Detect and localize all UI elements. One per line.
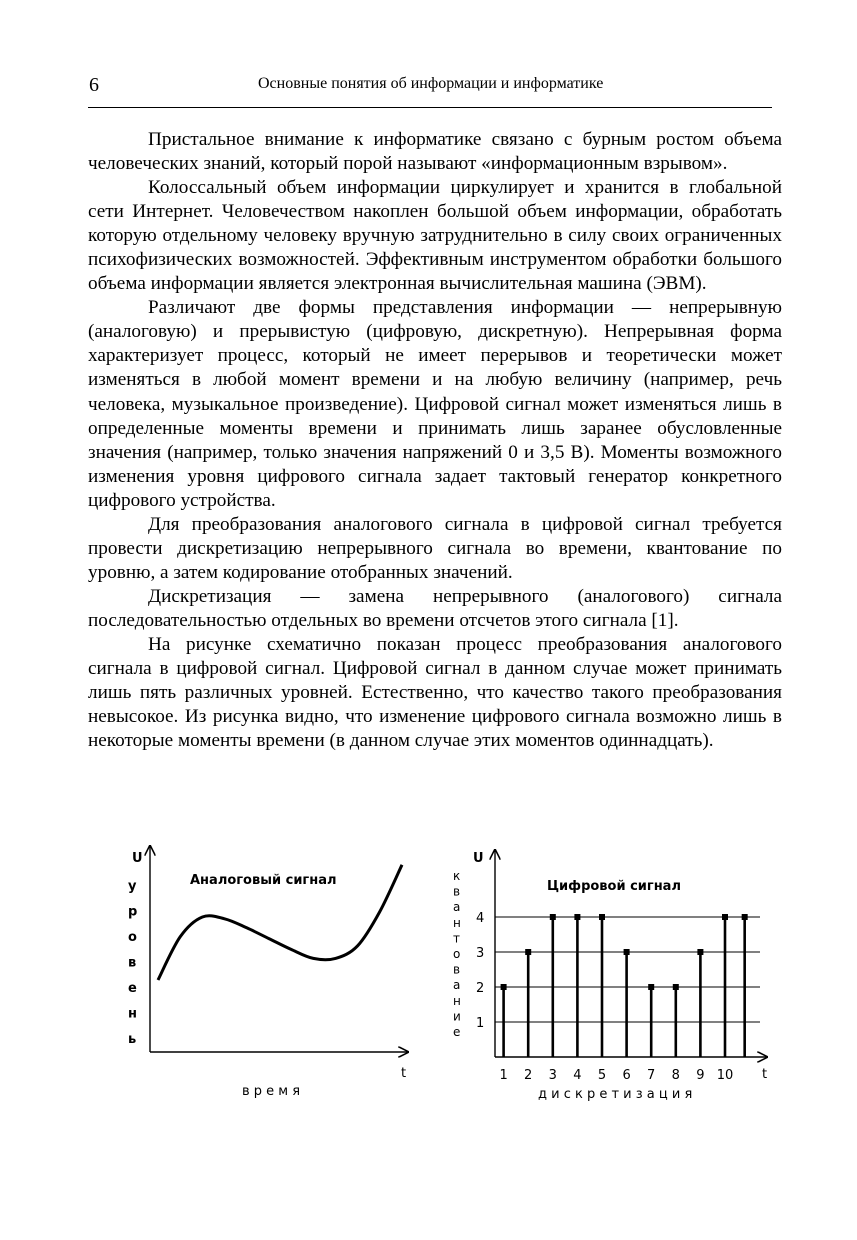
digital-y-ticks [476, 911, 484, 1031]
digital-y-label-letter: в [453, 884, 461, 899]
digital-x-tick-label: 7 [647, 1068, 656, 1083]
digital-y-label-letter: к [453, 869, 461, 883]
digital-y-tick-label: 1 [476, 1016, 485, 1031]
digital-y-label-letter: а [453, 900, 461, 915]
digital-y-label-letter: е [453, 1025, 461, 1039]
paragraph: Колоссальный объем информации циркулирует и хранится в глобальной сети Интернет. Человечеством накоплен большой объем информации, обработать которую отдельному человеку вручную затруднительно в силу своих ограниченных психофизических возможностей. Эффективным инструментом обработки большого объема информации является электронная вычислительная машина (ЭВМ). [88, 177, 782, 295]
digital-sample-marker [501, 984, 507, 990]
paragraph: На рисунке схематично показан процесс преобразования аналогового сигнала в цифровой сигнал. Цифровой сигнал в данном случае может принимать лишь пять различных уровней. Естественно, что качество такого преобразования невысокое. Из рисунка видно, что изменение цифрового сигнала возможно лишь в некоторые моменты времени (в данном случае этих моментов одиннадцать). [88, 633, 782, 752]
digital-sample-marker [525, 949, 531, 955]
digital-x-tick-label: 10 [716, 1068, 734, 1083]
analog-chart-title: Аналоговый сигнал [190, 873, 337, 888]
analog-y-label-letter: н [128, 1006, 137, 1022]
digital-x-tick-label: 2 [524, 1068, 533, 1083]
signal-figure [110, 842, 800, 1112]
digital-y-label-letter: и [453, 1009, 461, 1024]
digital-x-tick-label: 6 [622, 1068, 631, 1083]
digital-x-tick-label: 5 [597, 1068, 607, 1083]
digital-sample-marker [574, 914, 580, 920]
digital-chart [453, 850, 767, 1102]
digital-x-tick-label: 1 [499, 1068, 508, 1083]
page-number: 6 [89, 74, 99, 96]
paragraph: Различают две формы представления информации — непрерывную (аналоговую) и прерывистую (цифровую, дискретную). Непрерывная форма характеризует процесс, который не имеет перерывов и теоретически может изменяться в любой момент времени и на любую величину (например, речь человека, музыкальное произведение). Цифровой сигнал может изменяться лишь в определенные моменты времени и принимать лишь заранее обусловленные значения (например, только значения напряжений 0 и 3,5 В). Моменты возможного изменения уровня цифрового сигнала задает тактовый генератор конкретного цифрового устройства. [88, 297, 782, 511]
digital-x-tick-label: 9 [696, 1068, 705, 1083]
digital-chart-title: Цифровой сигнал [547, 879, 681, 894]
digital-y-tick-label: 3 [476, 946, 485, 961]
digital-sample-marker [673, 984, 679, 990]
digital-y-label-letter: о [453, 947, 461, 961]
analog-y-label-letter: е [128, 981, 137, 996]
paragraph: Дискретизация — замена непрерывного (аналогового) сигнала последовательностью отдельных во времени отсчетов этого сигнала [1]. [88, 585, 782, 631]
digital-bars [501, 914, 748, 1057]
paragraph: Для преобразования аналогового сигнала в цифровой сигнал требуется провести дискретизацию непрерывного сигнала во времени, квантование по уровню, а затем кодирование отобранных значений. [88, 513, 782, 583]
header-rule [88, 107, 772, 108]
analog-y-label-letter: у [128, 879, 137, 894]
digital-x-symbol: t [762, 1067, 768, 1082]
paragraph: Пристальное внимание к информатике связано с бурным ростом объема человеческих знаний, который порой называют «информационным взрывом». [88, 129, 782, 175]
analog-y-label-letter: р [128, 904, 138, 920]
body-text [88, 128, 782, 753]
analog-x-symbol: t [401, 1066, 407, 1081]
digital-y-label-letter: н [453, 993, 461, 1008]
digital-sample-marker [624, 949, 630, 955]
digital-x-ticks [499, 1068, 733, 1083]
digital-y-label-letter: н [453, 915, 461, 930]
analog-y-label-letter: о [128, 930, 137, 945]
digital-sample-marker [742, 914, 748, 920]
digital-sample-marker [722, 914, 728, 920]
digital-sample-marker [697, 949, 703, 955]
digital-y-label-letter: а [453, 978, 461, 993]
digital-sample-marker [599, 914, 605, 920]
analog-y-label-letter: в [128, 955, 137, 971]
analog-chart [128, 846, 408, 1099]
analog-y-label [128, 879, 137, 1047]
digital-y-symbol: U [473, 851, 484, 866]
digital-x-tick-label: 4 [573, 1068, 582, 1083]
analog-y-symbol: U [132, 851, 143, 866]
digital-x-tick-label: 3 [548, 1068, 557, 1083]
signal-figure-svg [110, 842, 800, 1112]
digital-x-label: д и с к р е т и з а ц и я [538, 1087, 693, 1102]
analog-y-label-letter: ь [128, 1032, 137, 1047]
analog-x-label: в р е м я [242, 1084, 301, 1099]
digital-sample-marker [550, 914, 556, 920]
digital-y-label-letter: в [453, 962, 461, 977]
digital-sample-marker [648, 984, 654, 990]
digital-y-tick-label: 2 [476, 981, 485, 996]
digital-y-tick-label: 4 [476, 911, 485, 926]
digital-x-tick-label: 8 [671, 1068, 680, 1083]
digital-y-label-letter: т [453, 931, 460, 946]
running-title: Основные понятия об информации и информатике [258, 75, 604, 92]
digital-y-label [453, 869, 461, 1039]
